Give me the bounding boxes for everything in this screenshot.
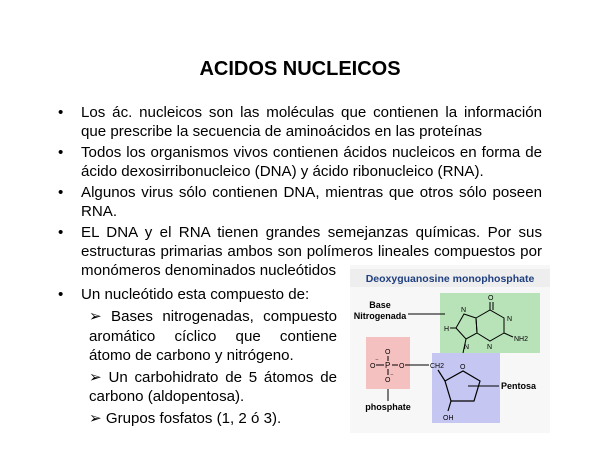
bullet-text: Un nucleótido esta compuesto de: <box>81 286 310 303</box>
atom-p: P <box>385 361 391 370</box>
sub-item <box>89 307 337 366</box>
sub-item-text: Un carbohidrato de 5 átomos de carbono (aldopentosa). <box>89 368 337 405</box>
atom-o: O <box>385 349 391 356</box>
bullet-marker: • <box>58 144 64 161</box>
atom-o: O <box>488 295 494 302</box>
bullet-text: Todos los organismos vivos contienen ácidos nucleicos en forma de ácido dexosirribonucleico (DNA) y ácido ribonucleico (RNA). <box>81 144 542 180</box>
bullet-marker: • <box>58 286 64 303</box>
bullet-item <box>58 143 542 181</box>
bullet-item <box>58 285 348 304</box>
atom-n: N <box>461 307 467 314</box>
bullet-list-components <box>58 285 348 306</box>
atom-o: O <box>460 364 466 371</box>
nucleotide-figure <box>350 265 550 433</box>
bullet-marker: • <box>58 104 64 121</box>
atom-n: N <box>507 316 513 323</box>
base-label: Base <box>369 300 391 310</box>
bullet-marker: • <box>58 224 64 241</box>
sub-item <box>89 368 337 407</box>
atom-o: O <box>385 377 391 384</box>
sub-item <box>89 409 337 429</box>
bullet-text: EL DNA y el RNA tienen grandes semejanzas químicas. Por sus estructuras primarias ambos son polímeros lineales compuestos por monómeros denominados nucleótidos <box>81 224 542 279</box>
bullet-text: Los ác. nucleicos son las moléculas que contienen la información que prescribe la secuencia de aminoácidos en las proteínas <box>81 104 542 140</box>
base-label-2: Nitrogenada <box>353 311 407 321</box>
atom-n: N <box>487 344 493 351</box>
arrow-marker: ➢ <box>89 308 102 325</box>
arrow-marker: ➢ <box>89 409 102 427</box>
bullet-item <box>58 103 542 141</box>
arrow-marker: ➢ <box>89 368 102 386</box>
sub-item-text: Grupos fosfatos (1, 2 ó 3). <box>105 409 282 427</box>
charge-minus: ⁻ <box>375 358 379 365</box>
atom-nh2: NH2 <box>514 336 529 343</box>
atom-ch2: CH2 <box>430 363 445 370</box>
bullet-marker: • <box>58 184 64 201</box>
bullet-item <box>58 183 542 221</box>
phosphate-label: phosphate <box>365 402 411 412</box>
atom-o: O <box>399 363 405 370</box>
sugar-label: Pentosa <box>501 381 537 391</box>
atom-h: H <box>444 326 450 333</box>
sub-item-text: Bases nitrogenadas, compuesto aromático cíclico que contiene átomo de carbono y nitrógeno. <box>89 308 338 364</box>
charge-minus: ⁻ <box>390 373 394 380</box>
sub-list <box>89 307 337 430</box>
bullet-list <box>58 103 542 282</box>
atom-o: O <box>370 363 376 370</box>
bullet-text: Algunos virus sólo contienen DNA, mientras que otros sólo poseen RNA. <box>81 184 542 220</box>
figure-title: Deoxyguanosine monophosphate <box>365 273 535 285</box>
atom-n: N <box>464 344 470 351</box>
atom-oh: OH <box>443 415 454 422</box>
page-title: ACIDOS NUCLEICOS <box>199 58 401 80</box>
